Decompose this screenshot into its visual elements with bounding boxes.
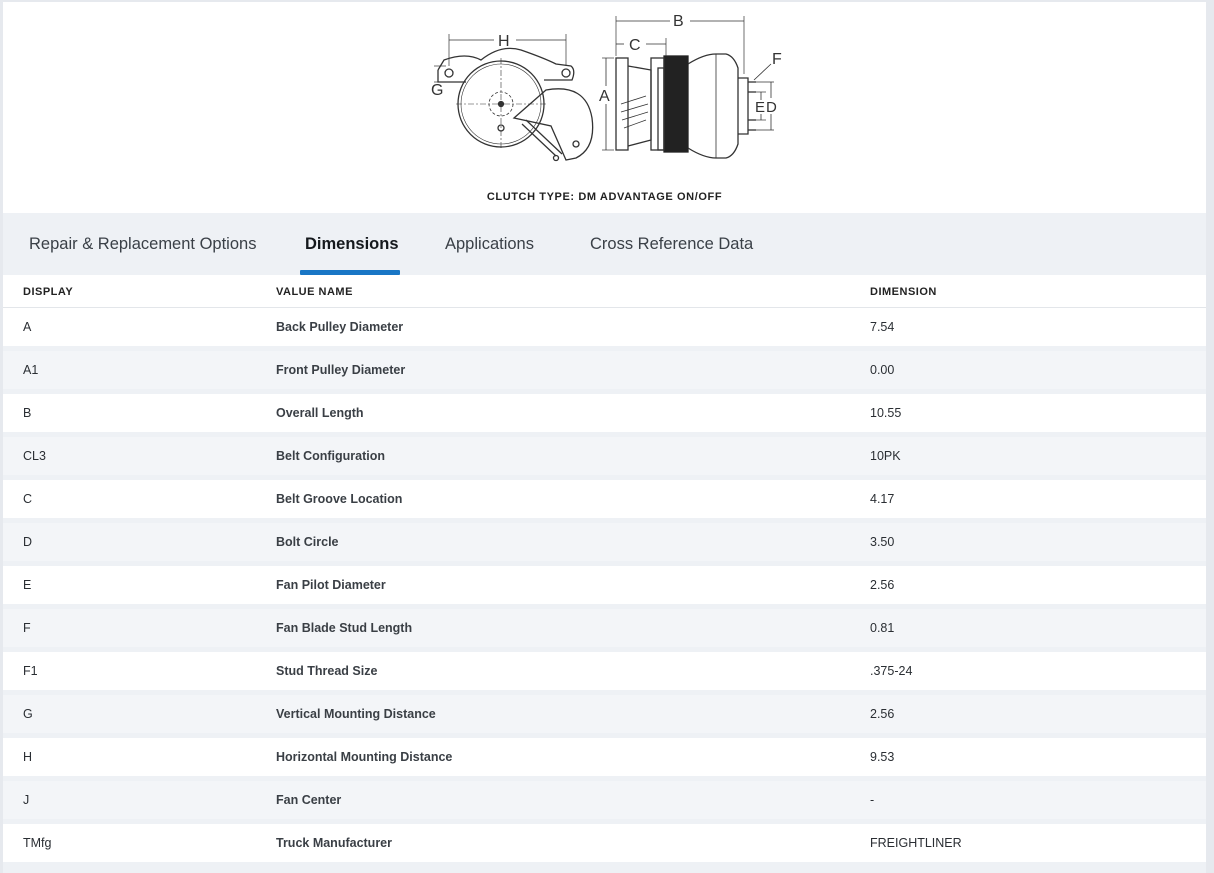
dim-label-c: C (629, 37, 641, 54)
column-header-dimension: DIMENSION (870, 286, 937, 298)
cell-display: D (23, 535, 33, 549)
tab-dimensions[interactable]: Dimensions (305, 235, 399, 253)
dimensions-table-body (3, 308, 1206, 867)
cell-value-name: Horizontal Mounting Distance (276, 750, 453, 764)
dim-label-g: G (431, 82, 444, 99)
cell-display: TMfg (23, 836, 52, 850)
cell-dimension: - (870, 793, 875, 807)
cell-display: E (23, 578, 32, 592)
cell-value-name: Overall Length (276, 406, 364, 420)
cell-dimension: 3.50 (870, 535, 895, 549)
cell-dimension: 7.54 (870, 320, 895, 334)
cell-value-name: Back Pulley Diameter (276, 320, 404, 334)
dim-label-e: E (755, 99, 766, 116)
cell-display: C (23, 492, 33, 506)
cell-value-name: Fan Pilot Diameter (276, 578, 386, 592)
table-row (3, 394, 1206, 432)
cell-display: CL3 (23, 449, 46, 463)
table-row (3, 523, 1206, 561)
table-row (3, 480, 1206, 518)
cell-value-name: Stud Thread Size (276, 664, 378, 678)
cell-value-name: Truck Manufacturer (276, 836, 393, 850)
fan-clutch-drawing (426, 8, 786, 168)
cell-display: F1 (23, 664, 38, 678)
cell-dimension: 2.56 (870, 707, 895, 721)
column-header-display: DISPLAY (23, 286, 74, 298)
cell-dimension: 0.00 (870, 363, 895, 377)
cell-dimension: FREIGHTLINER (870, 836, 962, 850)
table-row (3, 781, 1206, 819)
table-row (3, 738, 1206, 776)
cell-value-name: Front Pulley Diameter (276, 363, 406, 377)
table-row (3, 652, 1206, 690)
cell-display: A1 (23, 363, 39, 377)
tab-bar (3, 213, 1206, 276)
cell-dimension: 9.53 (870, 750, 895, 764)
tab-repair-replacement-options[interactable]: Repair & Replacement Options (29, 235, 257, 253)
cell-dimension: 0.81 (870, 621, 895, 635)
cell-dimension: 2.56 (870, 578, 895, 592)
dim-label-d: D (766, 99, 777, 116)
table-row (3, 566, 1206, 604)
cell-display: G (23, 707, 33, 721)
dim-label-b: B (673, 13, 684, 30)
table-row (3, 609, 1206, 647)
table-row (3, 308, 1206, 346)
dim-label-a: A (599, 88, 610, 105)
cell-value-name: Belt Groove Location (276, 492, 403, 506)
cell-display: F (23, 621, 31, 635)
product-diagram (3, 2, 1206, 213)
table-row (3, 437, 1206, 475)
cell-display: B (23, 406, 32, 420)
cell-value-name: Bolt Circle (276, 535, 339, 549)
cell-display: H (23, 750, 33, 764)
page-frame (3, 2, 1206, 873)
tab-cross-reference-data[interactable]: Cross Reference Data (590, 235, 754, 253)
table-row (3, 824, 1206, 862)
cell-dimension: 10.55 (870, 406, 902, 420)
dimensions-table-header (3, 275, 1206, 308)
cell-display: J (23, 793, 30, 807)
cell-dimension: .375-24 (870, 664, 913, 678)
dim-label-f: F (772, 51, 782, 68)
cell-value-name: Fan Blade Stud Length (276, 621, 413, 635)
column-header-value-name: VALUE NAME (276, 286, 353, 298)
cell-value-name: Fan Center (276, 793, 342, 807)
table-row (3, 351, 1206, 389)
clutch-type-caption: CLUTCH TYPE: DM ADVANTAGE ON/OFF (486, 191, 723, 203)
cell-value-name: Vertical Mounting Distance (276, 707, 436, 721)
cell-dimension: 10PK (870, 449, 901, 463)
table-row (3, 695, 1206, 733)
cell-value-name: Belt Configuration (276, 449, 386, 463)
tab-applications[interactable]: Applications (445, 235, 534, 253)
cell-dimension: 4.17 (870, 492, 895, 506)
cell-display: A (23, 320, 32, 334)
dim-label-h: H (498, 33, 510, 50)
